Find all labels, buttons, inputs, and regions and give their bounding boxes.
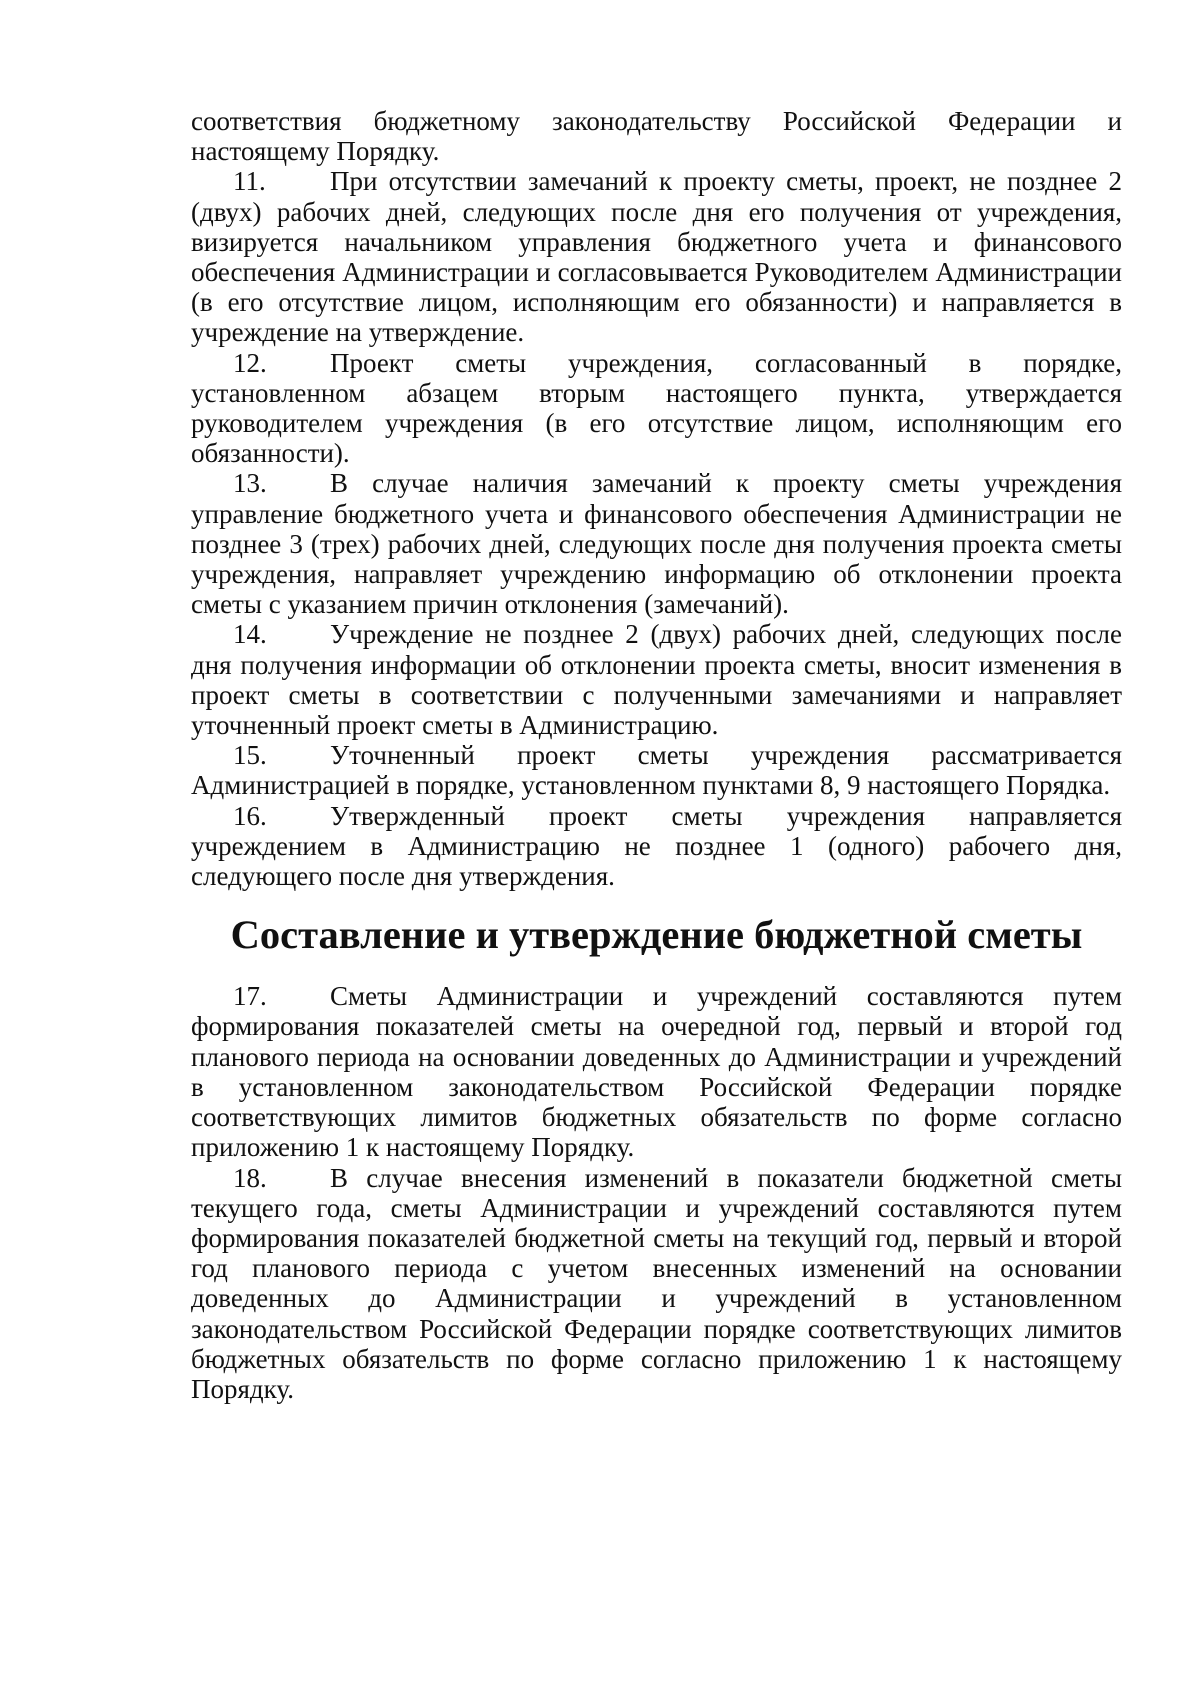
- item-number: 16.: [233, 800, 267, 831]
- item-16: [191, 801, 1122, 892]
- item-number: 15.: [233, 740, 267, 771]
- item-text: Сметы Администрации и учреждений составляются путем формирования показателей сметы на очередной год, первый и второй год планового периода на основании доведенных до Администрации и учреждений в установленном законодательством Российской Федерации порядке соответствующих лимитов бюджетных обязательств по форме согласно приложению 1 к настоящему Порядку.: [191, 981, 1122, 1163]
- item-text: Проект сметы учреждения, согласованный в порядке, установленном абзацем вторым настоящего пункта, утверждается руководителем учреждения (в его отсутствие лицом, исполняющим его обязанности).: [191, 347, 1122, 469]
- item-number: 17.: [233, 981, 267, 1012]
- item-14: [191, 619, 1122, 740]
- item-13: [191, 468, 1122, 619]
- item-text: В случае наличия замечаний к проекту сметы учреждения управление бюджетного учета и финансового обеспечения Администрации не позднее 3 (трех) рабочих дней, следующих после дня получения проекта сметы учреждения, направляет учреждению информацию об отклонении проекта сметы с указанием причин отклонения (замечаний).: [191, 468, 1122, 620]
- item-text: В случае внесения изменений в показатели бюджетной сметы текущего года, сметы Администрации и учреждений составляются путем формирования показателей бюджетной сметы на текущий год, первый и второй год планового периода с учетом внесенных изменений на основании доведенных до Администрации и учреждений в установленном законодательством Российской Федерации порядке соответствующих лимитов бюджетных обязательств по форме согласно приложению 1 к настоящему Порядку.: [191, 1162, 1122, 1404]
- item-12: [191, 348, 1122, 469]
- item-number: 12.: [233, 347, 267, 378]
- intro-paragraph: соответствия бюджетному законодательству Российской Федерации и настоящему Порядку.: [191, 106, 1122, 167]
- item-number: 14.: [233, 619, 267, 650]
- item-number: 11.: [233, 166, 266, 197]
- item-18: [191, 1163, 1122, 1405]
- item-11: [191, 166, 1122, 347]
- item-text: Уточненный проект сметы учреждения рассматривается Администрацией в порядке, установленном пунктами 8, 9 настоящего Порядка.: [191, 740, 1122, 801]
- item-number: 18.: [233, 1162, 267, 1193]
- item-text: Утвержденный проект сметы учреждения направляется учреждением в Администрацию не позднее 1 (одного) рабочего дня, следующего после дня утверждения.: [191, 800, 1122, 892]
- item-number: 13.: [233, 468, 267, 499]
- item-17: [191, 981, 1122, 1162]
- document-body: [191, 106, 1122, 1404]
- item-text: Учреждение не позднее 2 (двух) рабочих дней, следующих после дня получения информации об отклонении проекта сметы, вносит изменения в проект сметы в соответствии с полученными замечаниями и направляет уточненный проект сметы в Администрацию.: [191, 619, 1122, 741]
- item-15: [191, 740, 1122, 800]
- section-heading: Составление и утверждение бюджетной сметы: [230, 912, 1083, 958]
- item-text: При отсутствии замечаний к проекту сметы, проект, не позднее 2 (двух) рабочих дней, следующих после дня его получения от учреждения, визируется начальником управления бюджетного учета и финансового обеспечения Администрации и согласовывается Руководителем Администрации (в его отсутствие лицом, исполняющим его обязанности) и направляется в учреждение на утверждение.: [191, 166, 1122, 348]
